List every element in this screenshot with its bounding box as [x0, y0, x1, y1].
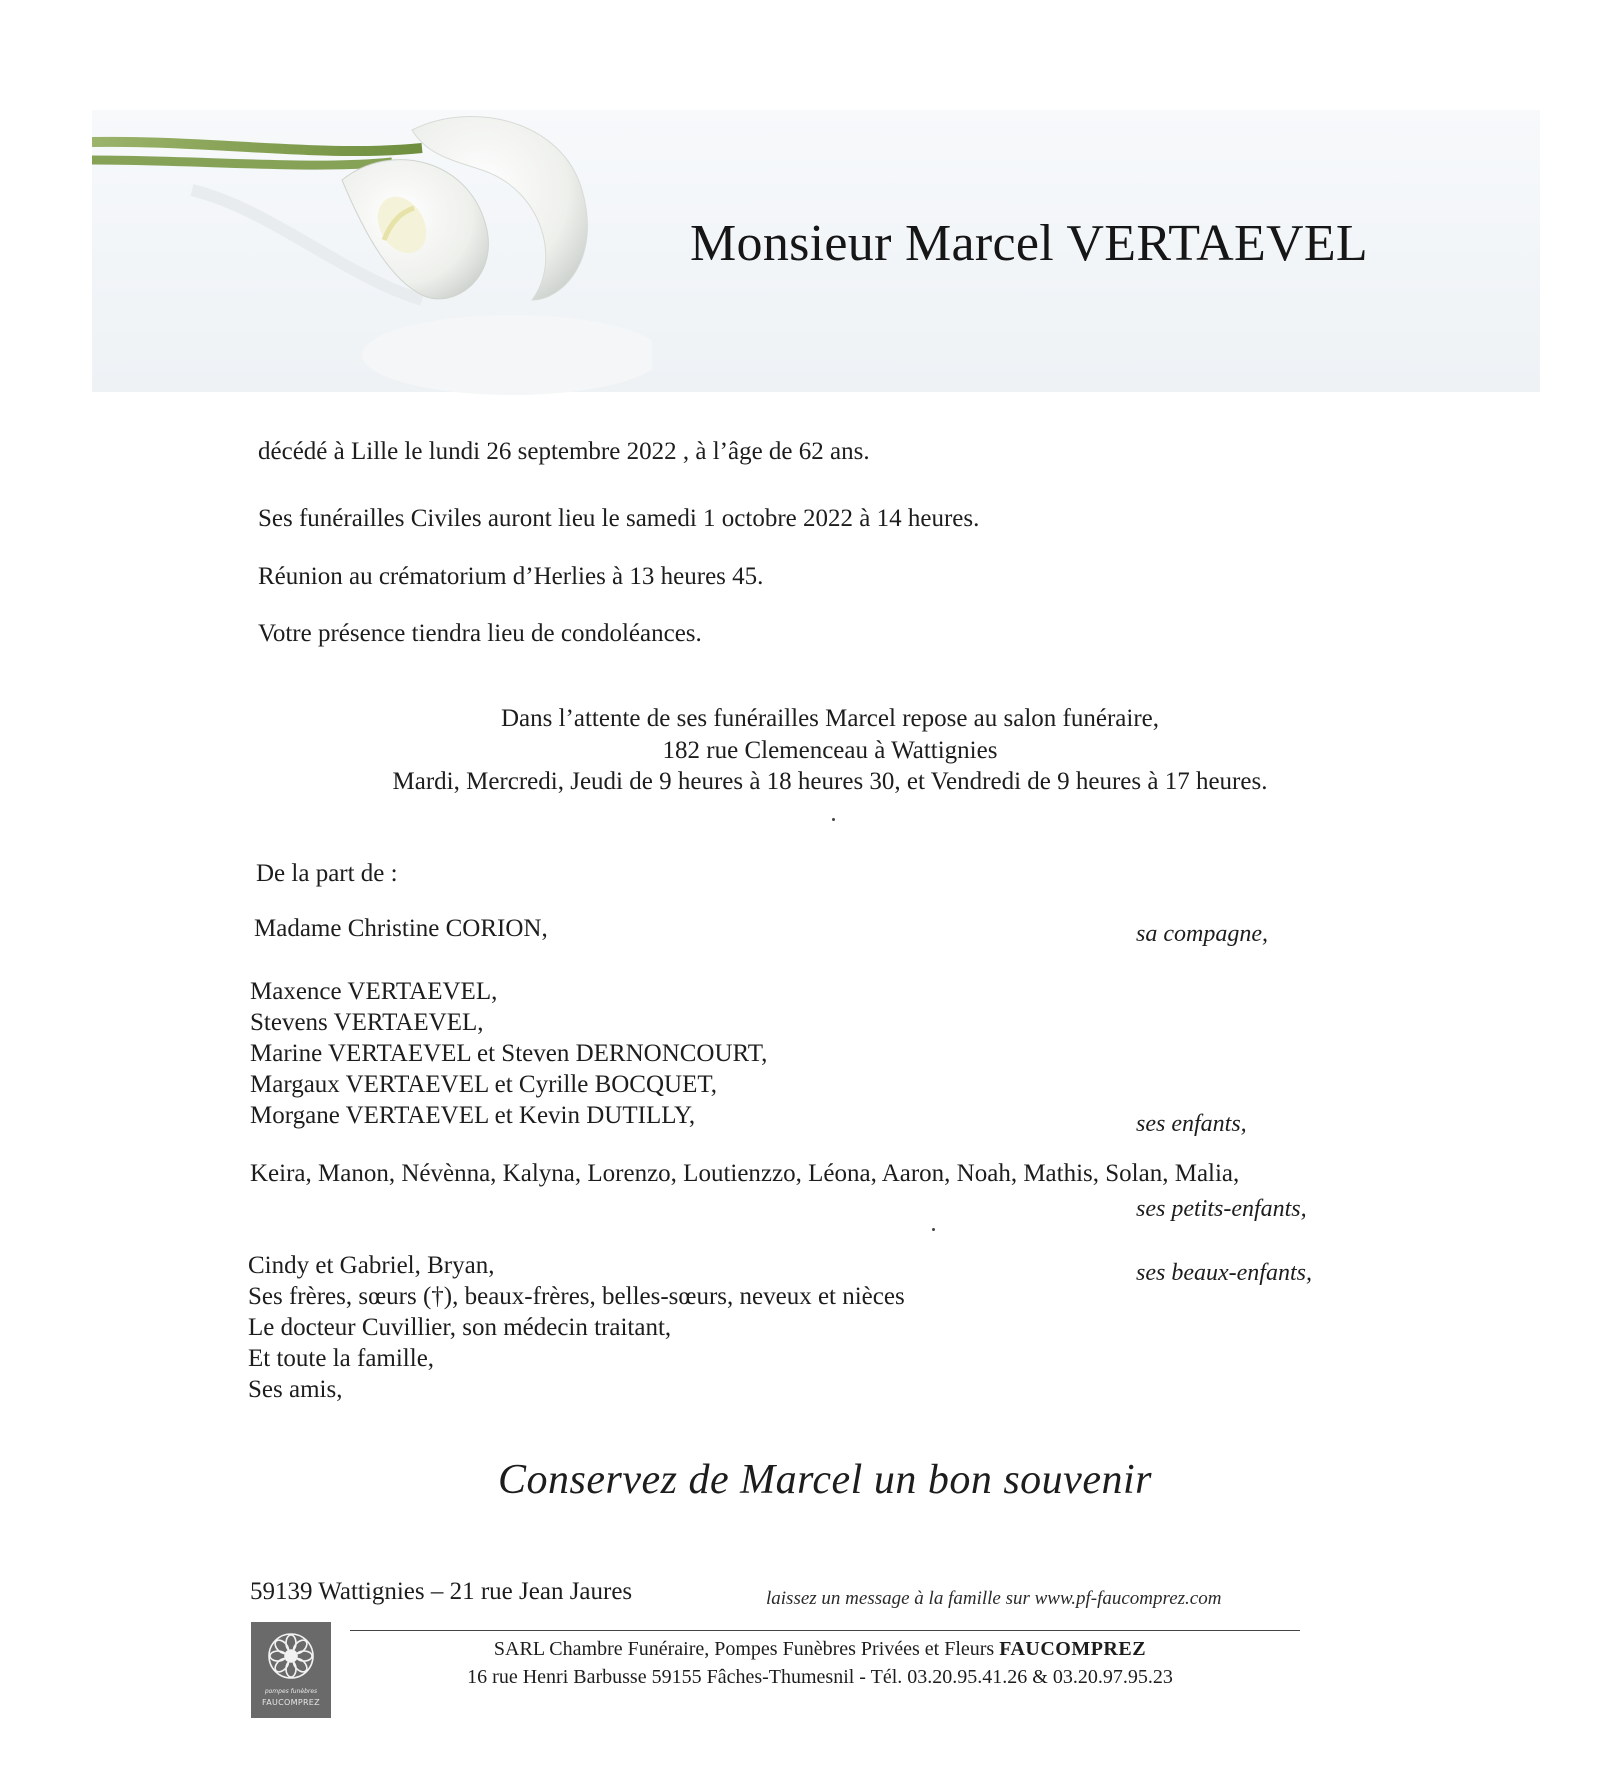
funeral-date-line: Ses funérailles Civiles auront lieu le samedi 1 octobre 2022 à 14 heures. [258, 505, 980, 532]
condolences-line: Votre présence tiendra lieu de condoléances. [258, 620, 702, 647]
logo-tagline: pompes funèbres [264, 1688, 318, 1695]
company-line [330, 1638, 1310, 1661]
footer-divider [350, 1630, 1300, 1631]
logo-wordmark: FAUCOMPREZ [262, 1698, 320, 1707]
calla-lily-image [92, 100, 652, 400]
closing-remembrance: Conservez de Marcel un bon souvenir [498, 1457, 1152, 1503]
company-name: FAUCOMPREZ [999, 1638, 1147, 1660]
friends-line: Ses amis, [248, 1376, 343, 1403]
child-name: Stevens VERTAEVEL, [250, 1009, 484, 1036]
scan-speck [932, 1228, 935, 1231]
grandchildren-role: ses petits-enfants, [1136, 1196, 1307, 1222]
family-line: Et toute la famille, [248, 1345, 435, 1372]
company-contact: 16 rue Henri Barbusse 59155 Fâches-Thumesnil - Tél. 03.20.95.41.26 & 03.20.97.95.23 [467, 1666, 1173, 1688]
grandchildren-names: Keira, Manon, Névènna, Kalyna, Lorenzo, Loutienzzo, Léona, Aaron, Noah, Mathis, Solan, Malia, [250, 1160, 1240, 1187]
faucomprez-logo [251, 1622, 331, 1718]
salon-line-1: Dans l’attente de ses funérailles Marcel repose au salon funéraire, [500, 705, 1160, 732]
siblings-line: Ses frères, sœurs (†), beaux-frères, belles-sœurs, neveux et nièces [248, 1283, 905, 1310]
salon-address: 182 rue Clemenceau à Wattignies [662, 737, 998, 764]
crematorium-meeting-line: Réunion au crématorium d’Herlies à 13 heures 45. [258, 563, 764, 590]
child-name: Maxence VERTAEVEL, [250, 978, 498, 1005]
family-intro: De la part de : [256, 860, 398, 887]
children-role: ses enfants, [1136, 1111, 1247, 1137]
deceased-name-title: Monsieur Marcel VERTAEVEL [690, 215, 1368, 272]
death-notice-line: décédé à Lille le lundi 26 septembre 2022 , à l’âge de 62 ans. [258, 438, 870, 465]
doctor-line: Le docteur Cuvillier, son médecin traitant, [248, 1314, 672, 1341]
scan-speck [832, 818, 835, 821]
funeral-home-address: 59139 Wattignies – 21 rue Jean Jaures [250, 1578, 633, 1605]
company-description: SARL Chambre Funéraire, Pompes Funèbres Privées et Fleurs [493, 1638, 1000, 1660]
website-message: laissez un message à la famille sur www.pf-faucomprez.com [766, 1588, 1222, 1609]
companion-name: Madame Christine CORION, [254, 915, 548, 942]
salon-hours: Mardi, Mercredi, Jeudi de 9 heures à 18 heures 30, et Vendredi de 9 heures à 17 heures. [392, 768, 1268, 795]
rosette-icon [251, 1622, 331, 1686]
child-name: Marine VERTAEVEL et Steven DERNONCOURT, [250, 1040, 768, 1067]
children-list [250, 976, 767, 1131]
other-family-list [248, 1250, 905, 1405]
stepchildren-names: Cindy et Gabriel, Bryan, [248, 1252, 495, 1279]
child-name: Margaux VERTAEVEL et Cyrille BOCQUET, [250, 1071, 718, 1098]
child-name: Morgane VERTAEVEL et Kevin DUTILLY, [250, 1102, 696, 1129]
stepchildren-role: ses beaux-enfants, [1136, 1260, 1312, 1286]
companion-role: sa compagne, [1136, 921, 1268, 947]
